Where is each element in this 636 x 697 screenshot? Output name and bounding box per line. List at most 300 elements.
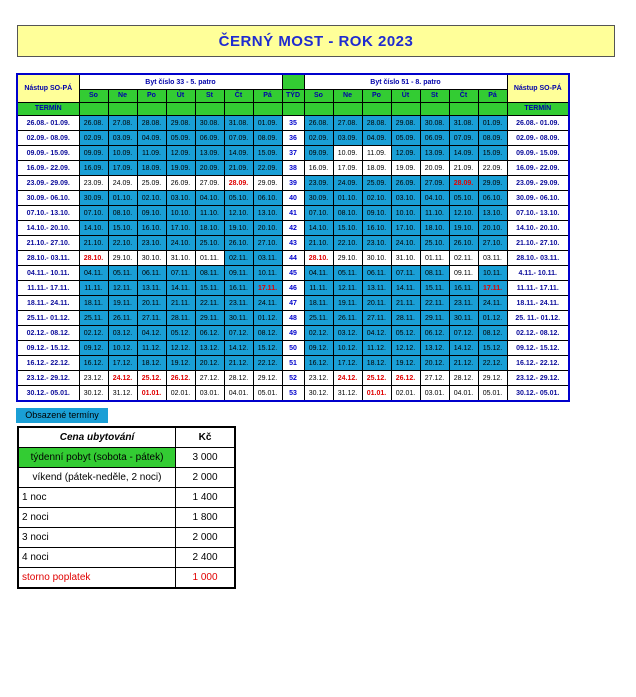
day-cell-left: 22.11. bbox=[195, 296, 224, 311]
day-cell-left: 04.11. bbox=[79, 266, 108, 281]
term-cell-left: 21.10.- 27.10. bbox=[17, 236, 79, 251]
day-cell-right: 23.09. bbox=[304, 176, 333, 191]
price-item-label: víkend (pátek-neděle, 2 noci) bbox=[18, 468, 176, 488]
day-cell-right: 19.12. bbox=[391, 356, 420, 371]
day-cell-left: 20.10. bbox=[253, 221, 282, 236]
day-cell-left: 28.10. bbox=[79, 251, 108, 266]
day-cell-left: 12.12. bbox=[166, 341, 195, 356]
day-cell-right: 21.09. bbox=[449, 161, 478, 176]
day-cell-left: 28.09. bbox=[224, 176, 253, 191]
day-cell-right: 30.12. bbox=[304, 386, 333, 402]
term-cell-right: 11.11.- 17.11. bbox=[507, 281, 569, 296]
day-cell-right: 14.09. bbox=[449, 146, 478, 161]
day-cell-left: 19.09. bbox=[166, 161, 195, 176]
price-row bbox=[18, 548, 235, 568]
day-cell-right: 29.10. bbox=[333, 251, 362, 266]
day-cell-left: 18.10. bbox=[195, 221, 224, 236]
day-cell-right: 08.11. bbox=[420, 266, 449, 281]
day-cell-left: 31.08. bbox=[224, 116, 253, 131]
day-cell-left: 07.10. bbox=[79, 206, 108, 221]
day-cell-right: 29.09. bbox=[478, 176, 507, 191]
day-cell-left: 20.11. bbox=[137, 296, 166, 311]
week-number: 48 bbox=[282, 311, 304, 326]
day-cell-right: 07.12. bbox=[449, 326, 478, 341]
day-cell-right: 24.10. bbox=[391, 236, 420, 251]
day-cell-left: 31.10. bbox=[166, 251, 195, 266]
day-cell-left: 21.12. bbox=[224, 356, 253, 371]
term-cell-left: 26.08.- 01.09. bbox=[17, 116, 79, 131]
term-cell-right: 30.09.- 06.10. bbox=[507, 191, 569, 206]
day-cell-left: 16.10. bbox=[137, 221, 166, 236]
day-cell-left: 30.08. bbox=[195, 116, 224, 131]
price-row bbox=[18, 488, 235, 508]
day-cell-left: 30.09. bbox=[79, 191, 108, 206]
week-number: 42 bbox=[282, 221, 304, 236]
table-row bbox=[17, 116, 569, 131]
price-table bbox=[17, 426, 236, 589]
day-cell-left: 17.12. bbox=[108, 356, 137, 371]
day-cell-left: 31.12. bbox=[108, 386, 137, 402]
day-cell-right: 13.11. bbox=[362, 281, 391, 296]
term-cell-right: 16.09.- 22.09. bbox=[507, 161, 569, 176]
day-cell-left: 09.12. bbox=[79, 341, 108, 356]
day-cell-right: 31.12. bbox=[333, 386, 362, 402]
day-cell-left: 05.10. bbox=[224, 191, 253, 206]
table-row bbox=[17, 236, 569, 251]
day-cell-right: 01.09. bbox=[478, 116, 507, 131]
day-cell-left: 26.11. bbox=[108, 311, 137, 326]
day-cell-right: 16.09. bbox=[304, 161, 333, 176]
day-cell-left: 01.10. bbox=[108, 191, 137, 206]
week-number: 47 bbox=[282, 296, 304, 311]
day-cell-left: 02.01. bbox=[166, 386, 195, 402]
table-row bbox=[17, 206, 569, 221]
table-row bbox=[17, 266, 569, 281]
day-cell-left: 06.12. bbox=[195, 326, 224, 341]
blank-header-cell bbox=[362, 103, 391, 116]
day-cell-left: 23.10. bbox=[137, 236, 166, 251]
day-cell-right: 11.10. bbox=[420, 206, 449, 221]
day-cell-left: 26.12. bbox=[166, 371, 195, 386]
day-cell-right: 18.09. bbox=[362, 161, 391, 176]
blank-header-cell bbox=[108, 103, 137, 116]
day-cell-right: 26.10. bbox=[449, 236, 478, 251]
day-cell-left: 20.12. bbox=[195, 356, 224, 371]
day-cell-right: 10.10. bbox=[391, 206, 420, 221]
week-number: 46 bbox=[282, 281, 304, 296]
day-cell-right: 15.11. bbox=[420, 281, 449, 296]
day-cell-right: 11.09. bbox=[362, 146, 391, 161]
day-cell-left: 16.12. bbox=[79, 356, 108, 371]
term-cell-right: 4.11.- 10.11. bbox=[507, 266, 569, 281]
term-cell-left: 11.11.- 17.11. bbox=[17, 281, 79, 296]
day-cell-right: 04.09. bbox=[362, 131, 391, 146]
day-cell-right: 04.10. bbox=[420, 191, 449, 206]
table-row bbox=[17, 191, 569, 206]
term-cell-right: 28.10.- 03.11. bbox=[507, 251, 569, 266]
day-cell-left: 11.09. bbox=[137, 146, 166, 161]
day-cell-right: 20.12. bbox=[420, 356, 449, 371]
blank-header-cell bbox=[79, 103, 108, 116]
day-cell-left: 28.12. bbox=[224, 371, 253, 386]
day-cell-left: 24.10. bbox=[166, 236, 195, 251]
table-row bbox=[17, 176, 569, 191]
day-cell-left: 28.08. bbox=[137, 116, 166, 131]
day-header-left: Ne bbox=[108, 90, 137, 103]
day-header-left: St bbox=[195, 90, 224, 103]
term-cell-right: 25. 11.- 01.12. bbox=[507, 311, 569, 326]
day-cell-right: 27.08. bbox=[333, 116, 362, 131]
blank-header-cell bbox=[195, 103, 224, 116]
day-cell-left: 03.12. bbox=[108, 326, 137, 341]
day-header-right: Po bbox=[362, 90, 391, 103]
day-cell-left: 10.10. bbox=[166, 206, 195, 221]
price-item-label: 2 noci bbox=[18, 508, 176, 528]
day-cell-right: 13.12. bbox=[420, 341, 449, 356]
day-cell-right: 19.11. bbox=[333, 296, 362, 311]
day-cell-right: 10.11. bbox=[478, 266, 507, 281]
day-cell-left: 26.08. bbox=[79, 116, 108, 131]
day-cell-left: 02.10. bbox=[137, 191, 166, 206]
day-header-right: Út bbox=[391, 90, 420, 103]
day-cell-right: 03.10. bbox=[391, 191, 420, 206]
day-cell-left: 27.10. bbox=[253, 236, 282, 251]
day-cell-left: 11.10. bbox=[195, 206, 224, 221]
blank-header-cell bbox=[304, 103, 333, 116]
table-row bbox=[17, 221, 569, 236]
blank-header-cell bbox=[166, 103, 195, 116]
day-cell-right: 04.11. bbox=[304, 266, 333, 281]
day-cell-left: 04.09. bbox=[137, 131, 166, 146]
day-cell-left: 14.10. bbox=[79, 221, 108, 236]
day-cell-left: 28.11. bbox=[166, 311, 195, 326]
day-cell-left: 06.10. bbox=[253, 191, 282, 206]
day-cell-left: 04.12. bbox=[137, 326, 166, 341]
arrival-header-left: Nástup SO-PÁ bbox=[17, 74, 79, 103]
day-cell-right: 22.12. bbox=[478, 356, 507, 371]
day-cell-right: 19.10. bbox=[449, 221, 478, 236]
day-cell-right: 01.01. bbox=[362, 386, 391, 402]
day-cell-right: 12.10. bbox=[449, 206, 478, 221]
day-cell-left: 10.11. bbox=[253, 266, 282, 281]
week-number: 49 bbox=[282, 326, 304, 341]
blank-header-cell bbox=[420, 103, 449, 116]
day-cell-left: 22.12. bbox=[253, 356, 282, 371]
week-number: 51 bbox=[282, 356, 304, 371]
term-cell-right: 23.09.- 29.09. bbox=[507, 176, 569, 191]
day-cell-left: 25.10. bbox=[195, 236, 224, 251]
day-cell-right: 08.10. bbox=[333, 206, 362, 221]
day-cell-left: 29.09. bbox=[253, 176, 282, 191]
term-cell-left: 02.09.- 08.09. bbox=[17, 131, 79, 146]
day-cell-left: 18.09. bbox=[137, 161, 166, 176]
day-cell-left: 29.08. bbox=[166, 116, 195, 131]
day-cell-right: 18.11. bbox=[304, 296, 333, 311]
day-cell-right: 17.12. bbox=[333, 356, 362, 371]
day-cell-left: 27.12. bbox=[195, 371, 224, 386]
day-cell-right: 03.01. bbox=[420, 386, 449, 402]
week-header-spacer bbox=[282, 74, 304, 90]
week-number: 40 bbox=[282, 191, 304, 206]
term-cell-left: 02.12.- 08.12. bbox=[17, 326, 79, 341]
day-cell-left: 22.10. bbox=[108, 236, 137, 251]
term-cell-left: 07.10.- 13.10. bbox=[17, 206, 79, 221]
day-cell-right: 27.11. bbox=[362, 311, 391, 326]
day-cell-left: 24.12. bbox=[108, 371, 137, 386]
day-cell-left: 13.10. bbox=[253, 206, 282, 221]
day-cell-left: 16.09. bbox=[79, 161, 108, 176]
price-header-currency: Kč bbox=[176, 427, 236, 448]
price-item-value: 1 800 bbox=[176, 508, 236, 528]
week-number: 52 bbox=[282, 371, 304, 386]
term-cell-right: 07.10.- 13.10. bbox=[507, 206, 569, 221]
day-cell-right: 26.11. bbox=[333, 311, 362, 326]
day-cell-right: 12.11. bbox=[333, 281, 362, 296]
week-number: 41 bbox=[282, 206, 304, 221]
table-row bbox=[17, 386, 569, 402]
week-number: 36 bbox=[282, 131, 304, 146]
price-item-value: 2 000 bbox=[176, 528, 236, 548]
table-row bbox=[17, 131, 569, 146]
day-cell-right: 24.11. bbox=[478, 296, 507, 311]
day-cell-left: 06.11. bbox=[137, 266, 166, 281]
day-header-right: St bbox=[420, 90, 449, 103]
week-number: 35 bbox=[282, 116, 304, 131]
term-cell-left: 23.12.- 29.12. bbox=[17, 371, 79, 386]
day-header-right: Pá bbox=[478, 90, 507, 103]
day-cell-right: 07.11. bbox=[391, 266, 420, 281]
day-cell-right: 26.09. bbox=[391, 176, 420, 191]
day-header-right: So bbox=[304, 90, 333, 103]
day-header-left: Čt bbox=[224, 90, 253, 103]
day-cell-left: 27.09. bbox=[195, 176, 224, 191]
day-cell-right: 30.08. bbox=[420, 116, 449, 131]
day-cell-right: 25.10. bbox=[420, 236, 449, 251]
arrival-header-right: Nástup SO-PÁ bbox=[507, 74, 569, 103]
table-row bbox=[17, 146, 569, 161]
day-header-left: Pá bbox=[253, 90, 282, 103]
day-cell-right: 24.12. bbox=[333, 371, 362, 386]
day-cell-left: 15.12. bbox=[253, 341, 282, 356]
table-row bbox=[17, 326, 569, 341]
term-cell-right: 16.12.- 22.12. bbox=[507, 356, 569, 371]
week-number: 45 bbox=[282, 266, 304, 281]
day-cell-right: 02.09. bbox=[304, 131, 333, 146]
day-cell-right: 01.10. bbox=[333, 191, 362, 206]
term-cell-left: 18.11.- 24.11. bbox=[17, 296, 79, 311]
day-cell-right: 03.09. bbox=[333, 131, 362, 146]
day-cell-right: 22.11. bbox=[420, 296, 449, 311]
term-cell-right: 02.09.- 08.09. bbox=[507, 131, 569, 146]
term-cell-right: 23.12.- 29.12. bbox=[507, 371, 569, 386]
day-cell-right: 20.11. bbox=[362, 296, 391, 311]
day-cell-right: 13.09. bbox=[420, 146, 449, 161]
day-cell-left: 21.10. bbox=[79, 236, 108, 251]
day-cell-right: 28.10. bbox=[304, 251, 333, 266]
week-number: 38 bbox=[282, 161, 304, 176]
day-cell-right: 26.08. bbox=[304, 116, 333, 131]
day-cell-right: 01.12. bbox=[478, 311, 507, 326]
blank-header-cell bbox=[449, 103, 478, 116]
day-cell-right: 24.09. bbox=[333, 176, 362, 191]
flat-left-title: Byt číslo 33 - 5. patro bbox=[79, 74, 282, 90]
term-cell-right: 30.12.- 05.01. bbox=[507, 386, 569, 402]
day-cell-left: 14.09. bbox=[224, 146, 253, 161]
day-cell-right: 18.12. bbox=[362, 356, 391, 371]
blank-header-cell bbox=[391, 103, 420, 116]
day-cell-left: 23.09. bbox=[79, 176, 108, 191]
day-cell-left: 11.11. bbox=[79, 281, 108, 296]
term-cell-right: 09.09.- 15.09. bbox=[507, 146, 569, 161]
day-cell-right: 01.11. bbox=[420, 251, 449, 266]
day-cell-right: 28.11. bbox=[391, 311, 420, 326]
table-row bbox=[17, 311, 569, 326]
week-number: 53 bbox=[282, 386, 304, 402]
day-cell-left: 08.12. bbox=[253, 326, 282, 341]
day-cell-right: 11.12. bbox=[362, 341, 391, 356]
day-cell-left: 26.09. bbox=[166, 176, 195, 191]
day-header-left: Po bbox=[137, 90, 166, 103]
day-cell-right: 27.12. bbox=[420, 371, 449, 386]
day-cell-left: 02.12. bbox=[79, 326, 108, 341]
day-cell-left: 07.12. bbox=[224, 326, 253, 341]
day-cell-right: 03.12. bbox=[333, 326, 362, 341]
day-cell-left: 25.12. bbox=[137, 371, 166, 386]
day-cell-left: 30.11. bbox=[224, 311, 253, 326]
day-cell-left: 06.09. bbox=[195, 131, 224, 146]
day-header-left: Út bbox=[166, 90, 195, 103]
day-cell-left: 15.09. bbox=[253, 146, 282, 161]
term-cell-right: 18.11.- 24.11. bbox=[507, 296, 569, 311]
day-cell-left: 21.09. bbox=[224, 161, 253, 176]
day-cell-right: 05.01. bbox=[478, 386, 507, 402]
day-cell-left: 02.09. bbox=[79, 131, 108, 146]
day-cell-left: 07.11. bbox=[166, 266, 195, 281]
price-row bbox=[18, 448, 235, 468]
day-cell-left: 16.11. bbox=[224, 281, 253, 296]
day-cell-left: 05.11. bbox=[108, 266, 137, 281]
term-cell-left: 16.12.- 22.12. bbox=[17, 356, 79, 371]
blank-header-cell bbox=[478, 103, 507, 116]
day-cell-right: 06.11. bbox=[362, 266, 391, 281]
day-cell-left: 02.11. bbox=[224, 251, 253, 266]
day-cell-left: 01.11. bbox=[195, 251, 224, 266]
day-header-right: Čt bbox=[449, 90, 478, 103]
day-cell-left: 03.01. bbox=[195, 386, 224, 402]
day-cell-right: 07.10. bbox=[304, 206, 333, 221]
day-cell-left: 30.12. bbox=[79, 386, 108, 402]
term-cell-right: 02.12.- 08.12. bbox=[507, 326, 569, 341]
day-cell-right: 21.12. bbox=[449, 356, 478, 371]
day-cell-right: 23.11. bbox=[449, 296, 478, 311]
day-cell-right: 14.12. bbox=[449, 341, 478, 356]
day-cell-right: 26.12. bbox=[391, 371, 420, 386]
day-cell-left: 12.09. bbox=[166, 146, 195, 161]
table-row bbox=[17, 281, 569, 296]
day-cell-right: 28.08. bbox=[362, 116, 391, 131]
day-cell-left: 24.11. bbox=[253, 296, 282, 311]
day-cell-right: 25.11. bbox=[304, 311, 333, 326]
day-cell-right: 15.12. bbox=[478, 341, 507, 356]
day-header-left: So bbox=[79, 90, 108, 103]
term-cell-right: 14.10.- 20.10. bbox=[507, 221, 569, 236]
term-cell-left: 16.09.- 22.09. bbox=[17, 161, 79, 176]
day-cell-right: 28.09. bbox=[449, 176, 478, 191]
blank-header-cell bbox=[224, 103, 253, 116]
blank-header-cell bbox=[333, 103, 362, 116]
day-cell-left: 19.10. bbox=[224, 221, 253, 236]
term-cell-left: 09.12.- 15.12. bbox=[17, 341, 79, 356]
day-cell-left: 25.09. bbox=[137, 176, 166, 191]
day-cell-left: 30.10. bbox=[137, 251, 166, 266]
day-cell-left: 12.11. bbox=[108, 281, 137, 296]
day-cell-right: 03.11. bbox=[478, 251, 507, 266]
day-cell-right: 15.10. bbox=[333, 221, 362, 236]
day-cell-left: 11.12. bbox=[137, 341, 166, 356]
week-number: 37 bbox=[282, 146, 304, 161]
day-cell-right: 17.11. bbox=[478, 281, 507, 296]
day-cell-right: 14.10. bbox=[304, 221, 333, 236]
day-cell-right: 18.10. bbox=[420, 221, 449, 236]
day-cell-right: 30.09. bbox=[304, 191, 333, 206]
day-cell-right: 28.12. bbox=[449, 371, 478, 386]
day-cell-left: 22.09. bbox=[253, 161, 282, 176]
price-item-value: 1 400 bbox=[176, 488, 236, 508]
day-cell-right: 05.11. bbox=[333, 266, 362, 281]
page-title: ČERNÝ MOST - ROK 2023 bbox=[17, 25, 615, 57]
day-cell-right: 02.10. bbox=[362, 191, 391, 206]
term-cell-left: 25.11.- 01.12. bbox=[17, 311, 79, 326]
price-item-value: 2 000 bbox=[176, 468, 236, 488]
term-cell-left: 30.09.- 06.10. bbox=[17, 191, 79, 206]
price-header-label: Cena ubytování bbox=[18, 427, 176, 448]
day-cell-left: 15.10. bbox=[108, 221, 137, 236]
day-cell-right: 21.11. bbox=[391, 296, 420, 311]
day-cell-left: 19.12. bbox=[166, 356, 195, 371]
term-cell-left: 23.09.- 29.09. bbox=[17, 176, 79, 191]
day-cell-right: 25.09. bbox=[362, 176, 391, 191]
price-item-label: 3 noci bbox=[18, 528, 176, 548]
day-cell-left: 03.09. bbox=[108, 131, 137, 146]
day-cell-left: 17.10. bbox=[166, 221, 195, 236]
price-row bbox=[18, 508, 235, 528]
day-cell-left: 09.10. bbox=[137, 206, 166, 221]
day-cell-right: 08.09. bbox=[478, 131, 507, 146]
booking-calendar bbox=[16, 73, 570, 402]
table-row bbox=[17, 356, 569, 371]
table-row bbox=[17, 371, 569, 386]
blank-header-cell bbox=[253, 103, 282, 116]
price-item-label: storno poplatek bbox=[18, 568, 176, 589]
day-cell-left: 12.10. bbox=[224, 206, 253, 221]
day-cell-right: 29.12. bbox=[478, 371, 507, 386]
day-cell-right: 16.10. bbox=[362, 221, 391, 236]
day-cell-right: 02.11. bbox=[449, 251, 478, 266]
day-cell-left: 20.09. bbox=[195, 161, 224, 176]
day-cell-left: 13.09. bbox=[195, 146, 224, 161]
day-cell-left: 10.12. bbox=[108, 341, 137, 356]
day-cell-right: 20.09. bbox=[420, 161, 449, 176]
day-cell-right: 02.01. bbox=[391, 386, 420, 402]
day-cell-right: 09.09. bbox=[304, 146, 333, 161]
day-cell-left: 05.09. bbox=[166, 131, 195, 146]
blank-header-cell bbox=[282, 103, 304, 116]
day-cell-right: 06.09. bbox=[420, 131, 449, 146]
day-cell-left: 09.09. bbox=[79, 146, 108, 161]
day-cell-left: 18.11. bbox=[79, 296, 108, 311]
term-cell-left: 30.12.- 05.01. bbox=[17, 386, 79, 402]
price-item-value: 1 000 bbox=[176, 568, 236, 589]
